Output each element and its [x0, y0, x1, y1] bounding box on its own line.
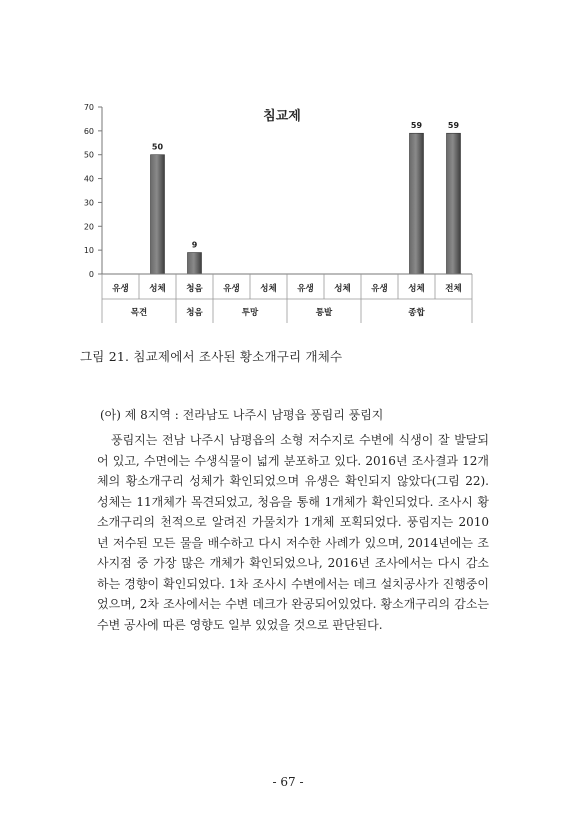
- x-group-label: 청음: [186, 308, 203, 318]
- x-group-label: 종합: [408, 308, 425, 318]
- x-category-label: 청음: [186, 284, 203, 294]
- bar: [410, 133, 424, 274]
- bars: [151, 121, 461, 274]
- x-category-label: 성체: [149, 284, 166, 294]
- body-paragraph: 풍림지는 전남 나주시 남평읍의 소형 저수지로 수변에 식생이 잘 발달되어 있고, 수면에는 수생식물이 넓게 분포하고 있다. 2016년 조사결과 12개체의 황소개구리 성체가 확인되었으며 유생은 확인되지 않았다(그림 22). 성체는 11개체가 목견되었고, 청음을 통해 1개체가 확인되었다. 조사시 황소개구리의 천적으로 알려진 가물치가 1개체 포획되었다. 풍림지는 2010년 저수된 모든 물을 배수하고 다시 저수한 사례가 있으며, 2014년에는 조사지점 중 가장 많은 개체가 확인되었으나, 2016년 조사에서는 다시 감소하는 경향이 확인되었다. 1차 조사시 수변에서는 데크 설치공사가 진행중이었으며, 2차 조사에서는 수변 데크가 완공되어있었다. 황소개구리의 감소는 수변 공사에 따른 영향도 일부 있었을 것으로 판단된다.: [97, 433, 489, 632]
- bar: [447, 133, 461, 274]
- x-category-label: 전체: [445, 284, 462, 294]
- x-category-label: 성체: [334, 284, 351, 294]
- data-label: 9: [191, 240, 198, 250]
- x-category-label: 유생: [223, 284, 240, 294]
- section-heading: (아) 제 8지역 : 전라남도 나주시 남평읍 풍림리 풍림지: [100, 408, 384, 422]
- data-label: 59: [410, 121, 423, 131]
- y-tick-label: 50: [83, 150, 94, 160]
- page-number: - 67 -: [272, 775, 304, 789]
- x-group-label: 통발: [315, 308, 333, 318]
- y-tick-label: 20: [83, 222, 94, 232]
- y-tick-label: 0: [88, 270, 94, 279]
- y-tick-label: 70: [83, 103, 94, 112]
- x-category-label: 성체: [260, 284, 277, 294]
- y-tick-label: 60: [83, 126, 94, 136]
- bar: [151, 155, 165, 274]
- bar-chart: [0, 0, 576, 330]
- data-label: 59: [447, 121, 460, 131]
- figure-caption: 그림 21. 침교제에서 조사된 황소개구리 개체수: [80, 349, 343, 364]
- y-axis: [84, 103, 102, 279]
- x-category-label: 성체: [408, 284, 425, 294]
- x-group-label: 투망: [241, 308, 259, 318]
- x-group-label: 목견: [130, 308, 148, 318]
- y-tick-label: 30: [83, 198, 94, 208]
- chart-title: 침교제: [263, 109, 301, 124]
- y-tick-label: 10: [83, 246, 94, 256]
- x-axis: [102, 274, 472, 323]
- x-category-label: 유생: [371, 284, 388, 294]
- x-category-label: 유생: [297, 284, 314, 294]
- y-tick-label: 40: [83, 174, 94, 184]
- data-label: 50: [151, 142, 164, 152]
- x-category-label: 유생: [112, 284, 129, 294]
- bar: [188, 253, 202, 274]
